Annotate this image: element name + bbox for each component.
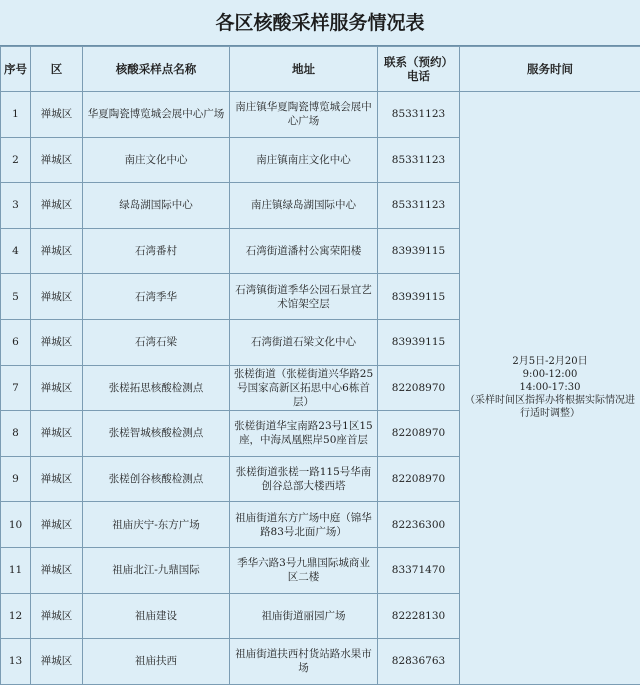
cell-phone: 82208970 xyxy=(378,411,460,457)
cell-site: 石湾石梁 xyxy=(83,319,230,365)
cell-site: 石湾季华 xyxy=(83,274,230,320)
cell-site: 绿岛湖国际中心 xyxy=(83,183,230,229)
cell-site: 祖庙建设 xyxy=(83,593,230,639)
cell-address: 南庄镇南庄文化中心 xyxy=(230,137,378,183)
cell-district: 禅城区 xyxy=(31,639,83,685)
cell-site: 张槎创谷核酸检测点 xyxy=(83,456,230,502)
cell-no: 12 xyxy=(1,593,31,639)
cell-phone: 82208970 xyxy=(378,456,460,502)
cell-no: 4 xyxy=(1,228,31,274)
cell-phone: 85331123 xyxy=(378,137,460,183)
cell-phone: 83371470 xyxy=(378,547,460,593)
service-time-cell xyxy=(460,92,640,685)
cell-no: 8 xyxy=(1,411,31,457)
cell-no: 5 xyxy=(1,274,31,320)
cell-address: 祖庙街道扶西村货站路水果市场 xyxy=(230,639,378,685)
cell-site: 祖庙北江-九鼎国际 xyxy=(83,547,230,593)
cell-district: 禅城区 xyxy=(31,274,83,320)
cell-site: 祖庙庆宁-东方广场 xyxy=(83,502,230,548)
cell-address: 祖庙街道丽园广场 xyxy=(230,593,378,639)
cell-no: 9 xyxy=(1,456,31,502)
sampling-table xyxy=(0,46,640,685)
cell-district: 禅城区 xyxy=(31,593,83,639)
header-service-time: 服务时间 xyxy=(460,47,640,92)
cell-site: 张槎智城核酸检测点 xyxy=(83,411,230,457)
cell-address: 石湾镇街道季华公园石景宜艺术馆架空层 xyxy=(230,274,378,320)
cell-district: 禅城区 xyxy=(31,456,83,502)
cell-address: 南庄镇华夏陶瓷博览城会展中心广场 xyxy=(230,92,378,138)
header-address: 地址 xyxy=(230,47,378,92)
cell-phone: 83939115 xyxy=(378,319,460,365)
cell-address: 季华六路3号九鼎国际城商业区二楼 xyxy=(230,547,378,593)
cell-district: 禅城区 xyxy=(31,137,83,183)
cell-address: 祖庙街道东方广场中庭（锦华路83号北面广场） xyxy=(230,502,378,548)
cell-district: 禅城区 xyxy=(31,92,83,138)
header-no: 序号 xyxy=(1,47,31,92)
service-dates: 2月5日-2月20日 xyxy=(463,355,637,368)
cell-no: 7 xyxy=(1,365,31,411)
cell-district: 禅城区 xyxy=(31,547,83,593)
header-phone: 联系（预约）电话 xyxy=(378,47,460,92)
cell-phone: 85331123 xyxy=(378,183,460,229)
table-row xyxy=(1,92,640,138)
cell-address: 石湾街道石梁文化中心 xyxy=(230,319,378,365)
cell-district: 禅城区 xyxy=(31,502,83,548)
cell-district: 禅城区 xyxy=(31,228,83,274)
cell-address: 石湾街道潘村公寓荣阳楼 xyxy=(230,228,378,274)
cell-district: 禅城区 xyxy=(31,411,83,457)
cell-phone: 83939115 xyxy=(378,228,460,274)
cell-site: 祖庙扶西 xyxy=(83,639,230,685)
cell-phone: 85331123 xyxy=(378,92,460,138)
service-afternoon: 14:00-17:30 xyxy=(463,381,637,394)
cell-site: 石湾番村 xyxy=(83,228,230,274)
cell-phone: 82836763 xyxy=(378,639,460,685)
cell-no: 3 xyxy=(1,183,31,229)
cell-address: 张槎街道华宝南路23号1区15座，中海凤凰熙岸50座首层 xyxy=(230,411,378,457)
cell-no: 2 xyxy=(1,137,31,183)
cell-district: 禅城区 xyxy=(31,183,83,229)
cell-phone: 82208970 xyxy=(378,365,460,411)
cell-address: 张槎街道（张槎街道兴华路25号国家高新区拓思中心6栋首层） xyxy=(230,365,378,411)
cell-site: 张槎拓思核酸检测点 xyxy=(83,365,230,411)
cell-address: 南庄镇绿岛湖国际中心 xyxy=(230,183,378,229)
table-title: 各区核酸采样服务情况表 xyxy=(0,0,640,46)
cell-phone: 82228130 xyxy=(378,593,460,639)
cell-district: 禅城区 xyxy=(31,319,83,365)
service-morning: 9:00-12:00 xyxy=(463,368,637,381)
cell-no: 10 xyxy=(1,502,31,548)
cell-address: 张槎街道张槎一路115号华南创谷总部大楼西塔 xyxy=(230,456,378,502)
cell-no: 1 xyxy=(1,92,31,138)
cell-phone: 83939115 xyxy=(378,274,460,320)
header-district: 区 xyxy=(31,47,83,92)
cell-no: 11 xyxy=(1,547,31,593)
service-note: （采样时间区指挥办将根据实际情况进行适时调整） xyxy=(463,394,637,420)
cell-no: 6 xyxy=(1,319,31,365)
cell-no: 13 xyxy=(1,639,31,685)
cell-district: 禅城区 xyxy=(31,365,83,411)
header-row xyxy=(1,47,640,92)
cell-phone: 82236300 xyxy=(378,502,460,548)
cell-site: 华夏陶瓷博览城会展中心广场 xyxy=(83,92,230,138)
cell-site: 南庄文化中心 xyxy=(83,137,230,183)
header-site: 核酸采样点名称 xyxy=(83,47,230,92)
